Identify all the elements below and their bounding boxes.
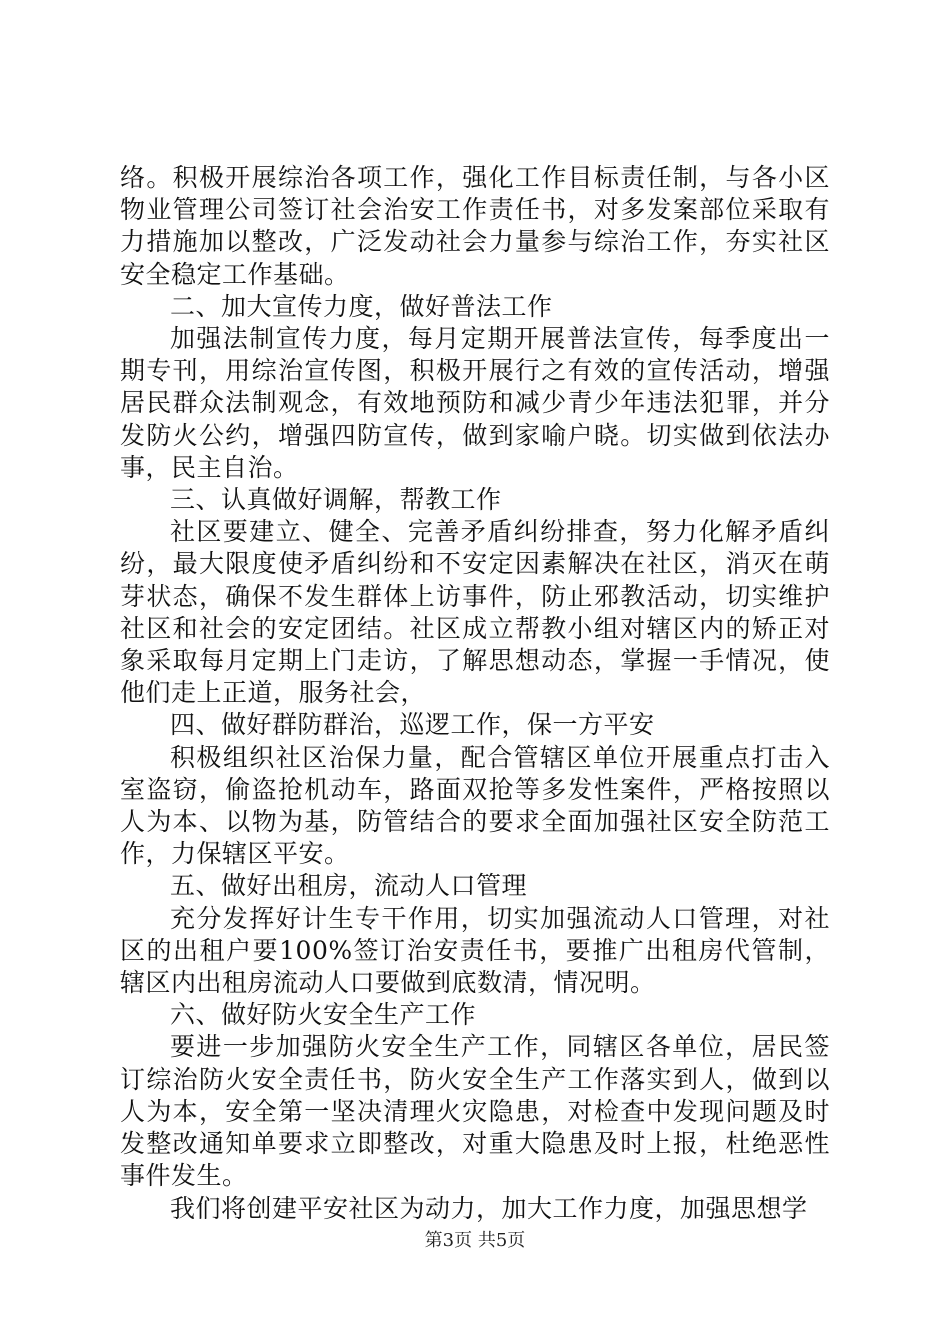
page-footer: 第3页 共5页	[424, 1230, 526, 1251]
paragraph-body-3: 社区要建立、健全、完善矛盾纠纷排查，努力化解矛盾纠纷，最大限度使矛盾纠纷和不安定因素解决在社区，消灭在萌芽状态，确保不发生群体上访事件，防止邪教活动，切实维护社区和社会的安定团结。社区成立帮教小组对辖区内的矫正对象采取每月定期上门走访，了解思想动态，掌握一手情况，使他们走上正道，服务社会，	[120, 517, 830, 708]
document-body	[120, 162, 830, 1225]
paragraph-body-6: 要进一步加强防火安全生产工作，同辖区各单位，居民签订综治防火安全责任书，防火安全生产工作落实到人，做到以人为本，安全第一坚决清理火灾隐患，对检查中发现问题及时发整改通知单要求立即整改，对重大隐患及时上报，杜绝恶性事件发生。	[120, 1032, 830, 1191]
paragraph-body-7: 我们将创建平安社区为动力，加大工作力度，加强思想学	[170, 1193, 808, 1223]
section-heading-6: 六、做好防火安全生产工作	[170, 1000, 477, 1030]
section-heading-5: 五、做好出租房，流动人口管理	[170, 871, 528, 901]
section-heading-3: 三、认真做好调解，帮教工作	[170, 485, 502, 515]
paragraph-body-4: 积极组织社区治保力量，配合管辖区单位开展重点打击入室盗窃，偷盗抢机动车，路面双抢等多发性案件，严格按照以人为本、以物为基，防管结合的要求全面加强社区安全防范工作，力保辖区平安。	[120, 742, 830, 869]
section-heading-4: 四、做好群防群治，巡逻工作，保一方平安	[170, 710, 655, 740]
paragraph-body-2: 加强法制宣传力度，每月定期开展普法宣传，每季度出一期专刊，用综治宣传图，积极开展行之有效的宣传活动，增强居民群众法制观念，有效地预防和减少青少年违法犯罪，并分发防火公约，增强四防宣传，做到家喻户晓。切实做到依法办事，民主自治。	[120, 324, 830, 482]
paragraph-body-5: 充分发挥好计生专干作用，切实加强流动人口管理，对社区的出租户要100%签订治安责任书，要推广出租房代管制，辖区内出租房流动人口要做到底数清，情况明。	[120, 903, 830, 998]
paragraph-body-1: 络。积极开展综治各项工作，强化工作目标责任制，与各小区物业管理公司签订社会治安工作责任书，对多发案部位采取有力措施加以整改，广泛发动社会力量参与综治工作，夯实社区安全稳定工作基础。	[120, 163, 830, 289]
section-heading-2: 二、加大宣传力度，做好普法工作	[170, 291, 553, 321]
